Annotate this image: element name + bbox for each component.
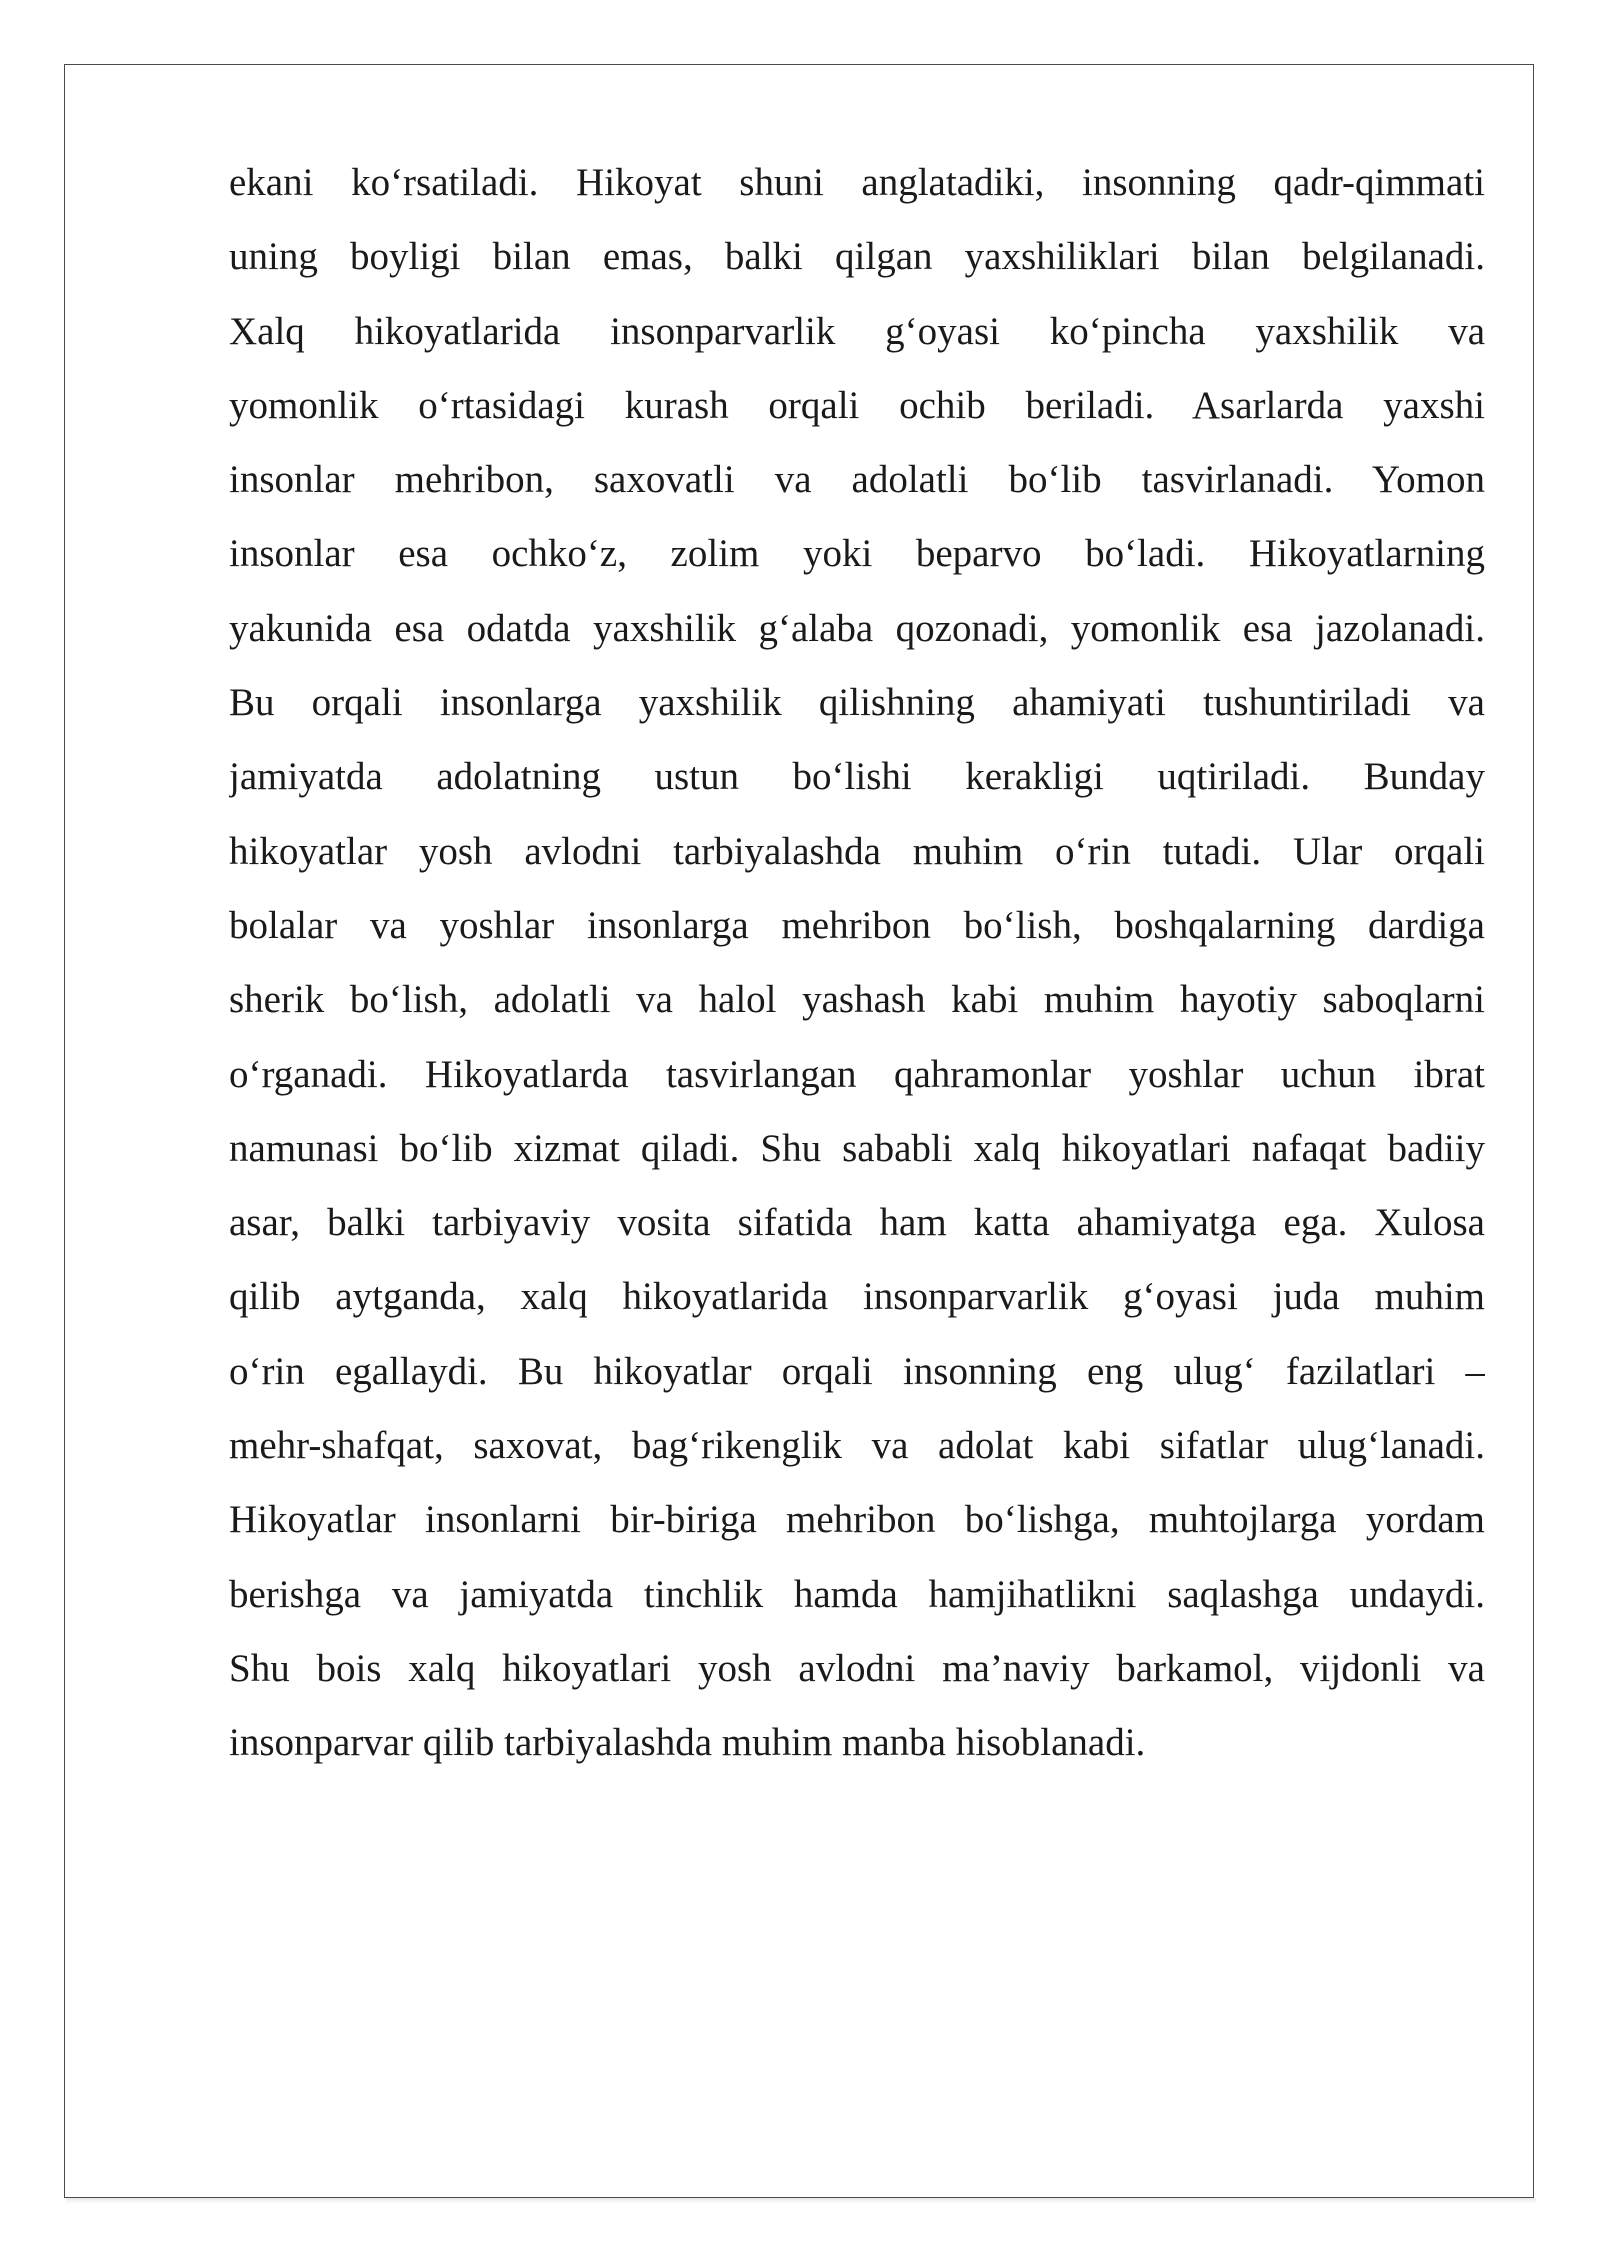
text-line: mehr-shafqat, saxovat, bag‘rikenglik va adolat kabi sifatlar ulug‘lanadi. bbox=[229, 1424, 1485, 1468]
text-line: o‘rganadi. Hikoyatlarda tasvirlangan qahramonlar yoshlar uchun ibrat bbox=[229, 1052, 1485, 1096]
text-line: namunasi bo‘lib xizmat qiladi. Shu sababli xalq hikoyatlari nafaqat badiiy bbox=[229, 1126, 1485, 1170]
text-line: o‘rin egallaydi. Bu hikoyatlar orqali insonning eng ulug‘ fazilatlari – bbox=[229, 1349, 1485, 1393]
text-line: hikoyatlar yosh avlodni tarbiyalashda muhim o‘rin tutadi. Ular orqali bbox=[229, 829, 1485, 873]
text-line: insonlar esa ochko‘z, zolim yoki beparvo bo‘ladi. Hikoyatlarning bbox=[229, 532, 1485, 576]
text-line: Shu bois xalq hikoyatlari yosh avlodni ma’naviy barkamol, vijdonli va bbox=[229, 1646, 1485, 1690]
text-line: sherik bo‘lish, adolatli va halol yashash kabi muhim hayotiy saboqlarni bbox=[229, 978, 1485, 1022]
text-line: insonlar mehribon, saxovatli va adolatli bo‘lib tasvirlanadi. Yomon bbox=[229, 458, 1485, 502]
text-line: ekani ko‘rsatiladi. Hikoyat shuni anglatadiki, insonning qadr-qimmati bbox=[229, 161, 1485, 204]
text-line: Hikoyatlar insonlarni bir-biriga mehribon bo‘lishga, muhtojlarga yordam bbox=[229, 1498, 1485, 1542]
text-line-last: insonparvar qilib tarbiyalashda muhim manba hisoblanadi. bbox=[229, 1721, 1146, 1765]
text-line: yakunida esa odatda yaxshilik g‘alaba qozonadi, yomonlik esa jazolanadi. bbox=[229, 606, 1485, 650]
text-line: Bu orqali insonlarga yaxshilik qilishning ahamiyati tushuntiriladi va bbox=[229, 681, 1485, 725]
text-line: asar, balki tarbiyaviy vosita sifatida ham katta ahamiyatga ega. Xulosa bbox=[229, 1201, 1485, 1245]
page-shadow bbox=[66, 2198, 1536, 2204]
text-line: qilib aytganda, xalq hikoyatlarida insonparvarlik g‘oyasi juda muhim bbox=[229, 1275, 1485, 1319]
document-body bbox=[229, 146, 1485, 1781]
text-line: jamiyatda adolatning ustun bo‘lishi kerakligi uqtiriladi. Bunday bbox=[229, 755, 1485, 799]
text-line: yomonlik o‘rtasidagi kurash orqali ochib beriladi. Asarlarda yaxshi bbox=[229, 383, 1485, 427]
text-line: uning boyligi bilan emas, balki qilgan yaxshiliklari bilan belgilanadi. bbox=[229, 235, 1485, 279]
text-line: Xalq hikoyatlarida insonparvarlik g‘oyasi ko‘pincha yaxshilik va bbox=[229, 309, 1485, 353]
text-line: bolalar va yoshlar insonlarga mehribon bo‘lish, boshqalarning dardiga bbox=[229, 903, 1485, 947]
text-line: berishga va jamiyatda tinchlik hamda hamjihatlikni saqlashga undaydi. bbox=[229, 1572, 1485, 1616]
